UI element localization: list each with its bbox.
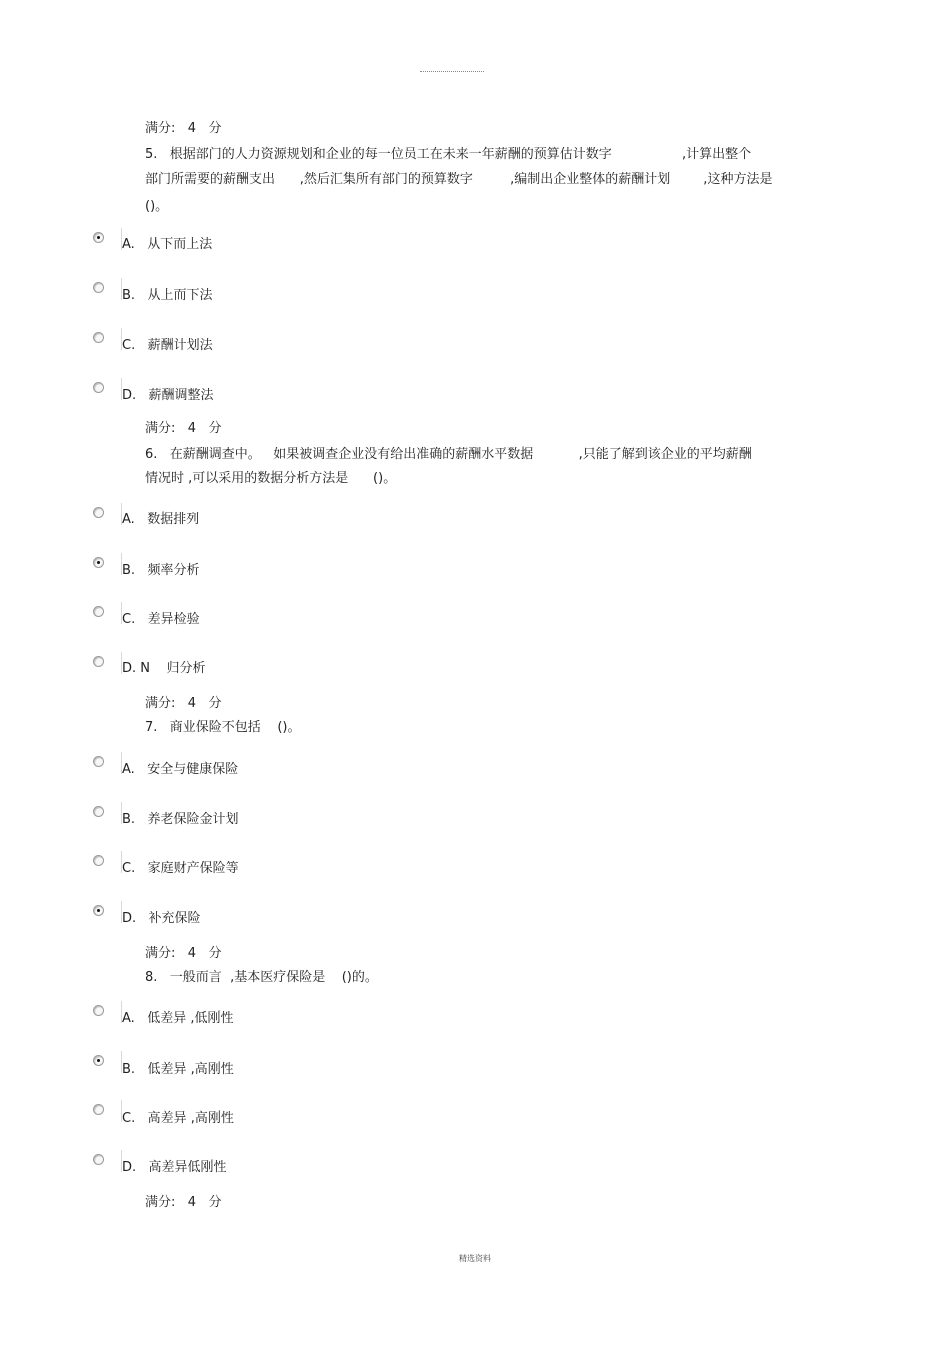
score-label: 满分: 4 分 <box>145 121 222 136</box>
question-5-line-2: 部门所需要的薪酬支出 ,然后汇集所有部门的预算数字 ,编制出企业整体的薪酬计划 ,这种方法是 <box>145 172 773 187</box>
q6-option-b-radio[interactable] <box>93 557 104 568</box>
q8-option-b: B. 低差异 ,高刚性 <box>122 1062 234 1077</box>
question-7-line-1: 7. 商业保险不包括 ()。 <box>145 720 301 735</box>
score-label: 满分: 4 分 <box>145 946 222 961</box>
q8-option-c: C. 高差异 ,高刚性 <box>122 1111 234 1126</box>
q6-option-c-radio[interactable] <box>93 606 104 617</box>
header-dotted-rule <box>420 71 484 72</box>
radio-selected-dot <box>97 1059 100 1062</box>
q7-option-a-radio[interactable] <box>93 756 104 767</box>
q6-option-d: D. N 归分析 <box>122 661 206 676</box>
q5-option-a: A. 从下而上法 <box>122 237 213 252</box>
page-footer: 精选资料 <box>459 1254 491 1263</box>
q6-option-d-radio[interactable] <box>93 656 104 667</box>
q6-option-b: B. 频率分析 <box>122 563 200 578</box>
question-6-line-2: 情况时 ,可以采用的数据分析方法是 ()。 <box>145 471 397 486</box>
question-6-line-1: 6. 在薪酬调查中。 如果被调查企业没有给出准确的薪酬水平数据 ,只能了解到该企业的平均薪酬 <box>145 447 752 462</box>
score-label: 满分: 4 分 <box>145 421 222 436</box>
q7-option-b-radio[interactable] <box>93 806 104 817</box>
q5-option-c-radio[interactable] <box>93 332 104 343</box>
question-8-line-1: 8. 一般而言 ,基本医疗保险是 ()的。 <box>145 970 378 985</box>
q7-option-d: D. 补充保险 <box>122 911 201 926</box>
q7-option-a: A. 安全与健康保险 <box>122 762 239 777</box>
q6-option-a-radio[interactable] <box>93 507 104 518</box>
q8-option-a: A. 低差异 ,低刚性 <box>122 1011 234 1026</box>
score-label: 满分: 4 分 <box>145 696 222 711</box>
q5-option-b: B. 从上而下法 <box>122 288 213 303</box>
radio-selected-dot <box>97 561 100 564</box>
q5-option-d: D. 薪酬调整法 <box>122 388 214 403</box>
q5-option-c: C. 薪酬计划法 <box>122 338 213 353</box>
q8-option-c-radio[interactable] <box>93 1104 104 1115</box>
q5-option-b-radio[interactable] <box>93 282 104 293</box>
q5-option-a-radio[interactable] <box>93 232 104 243</box>
q7-option-d-radio[interactable] <box>93 905 104 916</box>
radio-selected-dot <box>97 909 100 912</box>
q8-option-b-radio[interactable] <box>93 1055 104 1066</box>
q7-option-b: B. 养老保险金计划 <box>122 812 239 827</box>
q6-option-a: A. 数据排列 <box>122 512 200 527</box>
q6-option-c: C. 差异检验 <box>122 612 200 627</box>
radio-selected-dot <box>97 236 100 239</box>
question-5-line-1: 5. 根据部门的人力资源规划和企业的每一位员工在未来一年薪酬的预算估计数字 ,计算出整个 <box>145 147 752 162</box>
q8-option-d: D. 高差异低刚性 <box>122 1160 227 1175</box>
q8-option-d-radio[interactable] <box>93 1154 104 1165</box>
score-label: 满分: 4 分 <box>145 1195 222 1210</box>
q5-option-d-radio[interactable] <box>93 382 104 393</box>
q7-option-c: C. 家庭财产保险等 <box>122 861 239 876</box>
question-5-line-3: ()。 <box>145 199 169 214</box>
q8-option-a-radio[interactable] <box>93 1005 104 1016</box>
q7-option-c-radio[interactable] <box>93 855 104 866</box>
